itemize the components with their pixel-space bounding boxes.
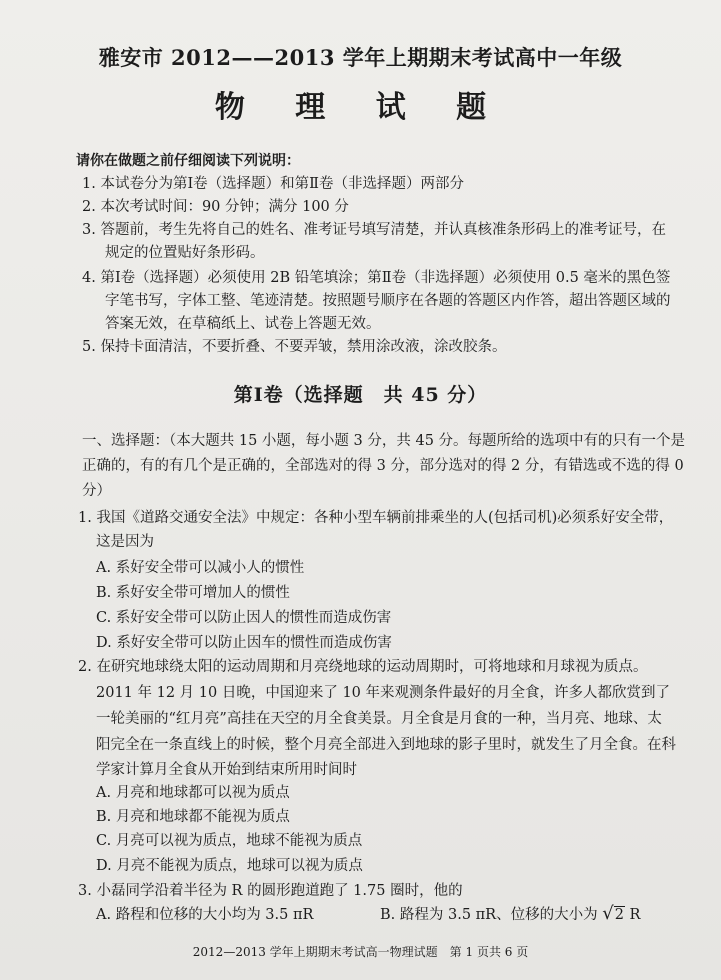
sqrt-symbol: √2 xyxy=(602,903,624,924)
instruction-item: 3. 答题前，考生先将自己的姓名、准考证号填写清楚，并认真核准条形码上的准考证号，在 xyxy=(82,222,666,238)
question-2-option-d: D. 月亮不能视为质点，地球可以视为质点 xyxy=(96,858,363,874)
question-1-option-d: D. 系好安全带可以防止因车的惯性而造成伤害 xyxy=(96,635,392,651)
instruction-item: 4. 第Ⅰ卷（选择题）必须使用 2B 铅笔填涂；第Ⅱ卷（非选择题）必须使用 0.5 毫米的黑色签 xyxy=(82,270,671,286)
instruction-item-cont: 答案无效，在草稿纸上、试卷上答题无效。 xyxy=(105,316,381,332)
section-title: 第Ⅰ卷（选择题 共 45 分） xyxy=(233,384,488,406)
instruction-item: 5. 保持卡面清洁，不要折叠、不要弄皱，禁用涂改液，涂改胶条。 xyxy=(82,339,507,355)
question-3-option-b xyxy=(380,902,640,927)
instruction-item-cont: 规定的位置贴好条形码。 xyxy=(105,245,265,261)
instruction-item: 1. 本试卷分为第Ⅰ卷（选择题）和第Ⅱ卷（非选择题）两部分 xyxy=(82,176,465,192)
question-2-option-a: A. 月亮和地球都可以视为质点 xyxy=(96,785,290,801)
exam-title: 物 理 试 题 xyxy=(214,90,507,125)
question-3-option-b-text: B. 路程为 3.5 πR、位移的大小为 xyxy=(380,907,598,923)
section-intro-line: 分） xyxy=(82,483,111,499)
page-footer: 2012—2013 学年上期期末考试高一物理试题 第 1 页共 6 页 xyxy=(192,945,529,959)
question-3-option-b-unit: R xyxy=(624,907,641,923)
section-intro-line: 正确的，有的有几个是正确的，全部选对的得 3 分，部分选对的得 2 分，有错选或不选的得 0 xyxy=(82,458,684,474)
instructions-heading: 请你在做题之前仔细阅读下列说明： xyxy=(76,153,300,169)
sqrt-radicand: 2 xyxy=(614,907,624,923)
question-3-stem: 3. 小磊同学沿着半径为 R 的圆形跑道跑了 1.75 圈时，他的 xyxy=(78,883,463,899)
question-3-option-a: A. 路程和位移的大小均为 3.5 πR xyxy=(96,907,314,923)
question-2-stem-cont: 一轮美丽的“红月亮”高挂在天空的月全食美景。月全食是月食的一种，当月亮、地球、太 xyxy=(96,711,662,727)
question-2-option-b: B. 月亮和地球都不能视为质点 xyxy=(96,809,290,825)
question-2-stem-cont: 阳完全在一条直线上的时候，整个月亮全部进入到地球的影子里时，就发生了月全食。在科 xyxy=(96,737,676,753)
question-2-stem-cont: 2011 年 12 月 10 日晚，中国迎来了 10 年来观测条件最好的月全食，许多人都欣赏到了 xyxy=(96,685,671,701)
question-2-option-c: C. 月亮可以视为质点，地球不能视为质点 xyxy=(96,833,363,849)
question-1-option-a: A. 系好安全带可以减小人的惯性 xyxy=(96,560,305,576)
question-2-stem: 2. 在研究地球绕太阳的运动周期和月亮绕地球的运动周期时，可将地球和月球视为质点。 xyxy=(78,659,648,675)
instruction-item-cont: 字笔书写，字体工整、笔迹清楚。按照题号顺序在各题的答题区内作答，超出答题区域的 xyxy=(105,293,671,309)
question-2-stem-cont: 学家计算月全食从开始到结束所用时间时 xyxy=(96,762,357,778)
instruction-item: 2. 本次考试时间：90 分钟；满分 100 分 xyxy=(82,199,349,215)
question-1-option-b: B. 系好安全带可增加人的惯性 xyxy=(96,585,290,601)
section-intro-line: 一、选择题：（本大题共 15 小题，每小题 3 分，共 45 分。每题所给的选项中有的只有一个是 xyxy=(82,433,686,449)
exam-header-subtitle: 雅安市 2012——2013 学年上期期末考试高中一年级 xyxy=(98,45,623,70)
question-1-option-c: C. 系好安全带可以防止因人的惯性而造成伤害 xyxy=(96,610,392,626)
question-1-stem-cont: 这是因为 xyxy=(96,534,154,550)
question-1-stem: 1. 我国《道路交通安全法》中规定：各种小型车辆前排乘坐的人(包括司机)必须系好安全带， xyxy=(78,510,674,526)
